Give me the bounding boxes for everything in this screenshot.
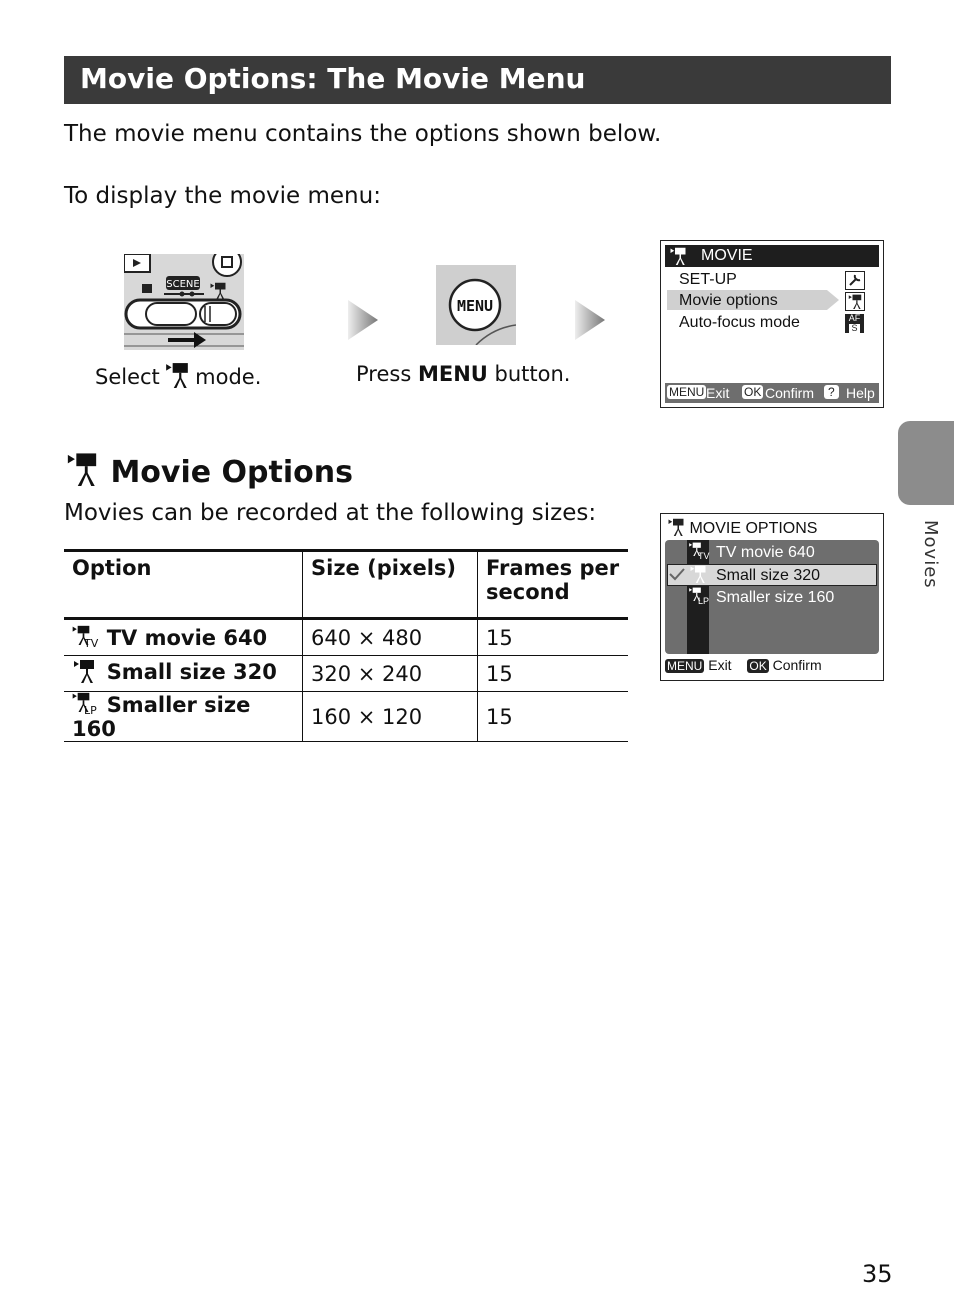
title-banner — [64, 56, 891, 104]
fps-cell: 15 — [486, 704, 513, 729]
movie-options-screen — [660, 513, 884, 681]
exit-label: Exit — [706, 385, 730, 401]
step-arrow-icon — [348, 300, 378, 340]
instruction-text: To display the movie menu: — [64, 183, 381, 209]
option-item-smaller-160[interactable]: Smaller size 160 — [716, 589, 835, 606]
movie-options-table — [64, 549, 628, 742]
help-label: Help — [846, 385, 875, 401]
movie-icon — [669, 247, 687, 265]
options-title: MOVIE OPTIONS — [667, 518, 817, 538]
table-header-row — [64, 551, 628, 619]
select-mode-caption: Select mode. — [95, 362, 261, 389]
menu-footer — [665, 383, 879, 403]
step-arrow-icon — [575, 300, 605, 340]
option-item-tv-640[interactable]: TV movie 640 — [716, 544, 815, 561]
fps-cell: 15 — [486, 625, 513, 650]
movie-icon — [667, 518, 685, 536]
press-menu-caption: Press MENU button. — [356, 362, 571, 386]
setup-icon — [845, 271, 865, 290]
option-name: Small size 320 — [106, 660, 277, 684]
table-row — [64, 692, 628, 742]
movie-menu-screen — [660, 240, 884, 408]
option-name: TV movie 640 — [106, 626, 268, 650]
movie-lp-icon: LP — [72, 692, 100, 716]
page-number: 35 — [862, 1260, 893, 1288]
movie-icon — [64, 452, 100, 486]
menu-button-illustration — [436, 265, 516, 345]
movie-icon — [689, 565, 707, 583]
column-header-option: Option — [64, 551, 303, 619]
column-header-fps: Frames per second — [486, 556, 620, 604]
exit-label: Exit — [708, 657, 732, 673]
ok-key-badge: OK — [744, 385, 762, 399]
page-title: Movie Options: The Movie Menu — [80, 62, 586, 95]
menu-key-badge: MENU — [669, 385, 705, 399]
table-row — [64, 656, 628, 692]
size-cell: 320 × 240 — [303, 656, 478, 692]
table-row — [64, 619, 628, 656]
option-name: Smaller size 160 — [72, 693, 251, 741]
movie-tv-icon: TV — [72, 625, 100, 649]
chapter-tab — [898, 421, 954, 505]
menu-item-autofocus[interactable]: Auto-focus mode — [679, 314, 800, 331]
scene-label: SCENE — [166, 279, 200, 290]
column-header-size: Size (pixels) — [303, 551, 478, 619]
size-cell: 160 × 120 — [303, 692, 478, 742]
movie-icon — [845, 292, 865, 311]
fps-cell: 15 — [486, 661, 513, 686]
confirm-label: Confirm — [765, 385, 815, 401]
menu-title: MOVIE — [701, 247, 753, 264]
section-heading: Movie Options — [64, 452, 353, 490]
menu-item-setup[interactable]: SET-UP — [679, 271, 737, 288]
menu-key-badge: MENU — [667, 659, 703, 673]
size-cell: 640 × 480 — [303, 619, 478, 656]
checkmark-icon — [669, 567, 685, 581]
options-footer — [665, 657, 822, 673]
menu-key-label: MENU — [456, 297, 494, 315]
chapter-label: Movies — [920, 520, 941, 589]
movie-tv-icon: TV — [688, 542, 708, 562]
section-subtitle: Movies can be recorded at the following sizes: — [64, 500, 597, 526]
movie-lp-icon: LP — [688, 587, 708, 607]
confirm-label: Confirm — [772, 657, 822, 673]
movie-icon — [166, 362, 188, 388]
ok-key-badge: OK — [749, 659, 767, 673]
menu-item-movie-options[interactable]: Movie options — [679, 292, 778, 309]
movie-icon — [72, 659, 100, 688]
af-icon: AF S — [845, 314, 864, 333]
intro-text: The movie menu contains the options shown below. — [64, 121, 662, 147]
option-item-small-320[interactable]: Small size 320 — [716, 567, 821, 584]
menu-title-bar — [665, 245, 879, 267]
mode-switch-illustration — [124, 254, 244, 350]
help-key-badge: ? — [824, 385, 839, 399]
